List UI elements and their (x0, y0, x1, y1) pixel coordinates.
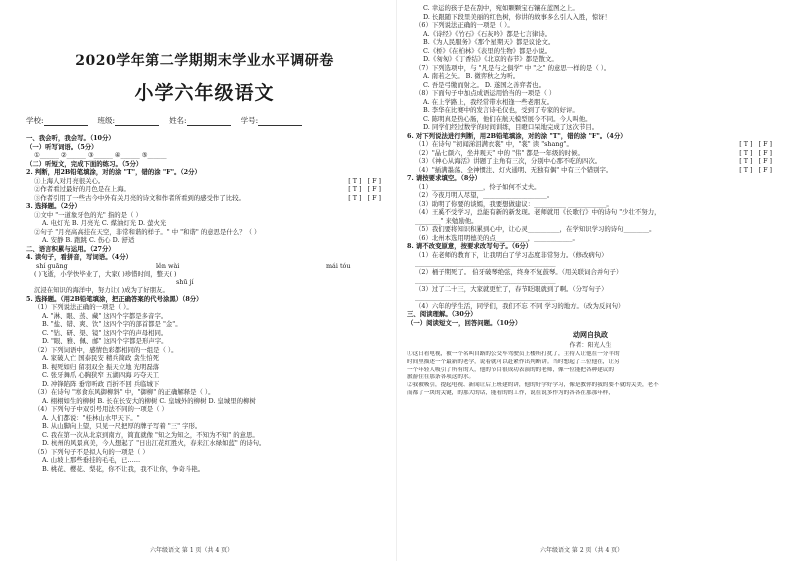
passage-line: 旅游住在那条各项这的水。 (407, 374, 475, 381)
choice-options[interactable]: A. 电灯光 B. 月亮光 C. 煤油灯光 D. 萤火光 (42, 219, 167, 227)
choice-option[interactable]: C. 幸运的孩子是在刮中，宛如颗颗宝石镶在蓝图之上。 (423, 4, 579, 12)
section-3-heading: 三、阅读理解。（30分） (407, 310, 477, 318)
choice-option[interactable]: D. 长跟随下段里美丽的红色树，你讲的故事多么引人入胜，惊讶！ (423, 12, 611, 21)
choice-option[interactable]: C.《桥》《在柏林》《表里的生物》都是小说。 (423, 46, 552, 55)
choice-options[interactable]: A. 栩栩如生的柳树 B. 长在长安大的柳树 C. 皇城外的柳树 D. 皇城里的柳树 (42, 396, 256, 405)
question-heading: 6. 对下列说法进行判断，用2B铅笔填涂，对的涂 "T"，错的涂 "F"。（4分） (407, 131, 627, 140)
judge-item: ③作者引用了一些古今中外有关月亮的诗文和作者所看到的感受作了比较。 (34, 193, 245, 202)
exam-subtitle: 小学六年级语文 (134, 82, 275, 104)
question-heading: （一）阅读短文一，回答问题。（10分） (407, 318, 522, 327)
choice-options[interactable]: C. 吾是弓缴而射之。 D. 遂国之善弈者也。 (423, 80, 545, 89)
question-heading: （二）听短文，完成下面的练习。（5分） (26, 159, 143, 168)
choice-option[interactable]: B. "盐、错、爽、饮" 这四个字的部首都是 "金"。 (42, 320, 182, 328)
question-heading: 2. 判断，用2B铅笔填涂，对的涂 "T"，错的涂 "F"。（2分） (26, 168, 201, 176)
passage-line: ①这日看电视，被一个名叫自路的公交车驾驶员上楼所打扰了，主持人让他在一分半的 (407, 351, 620, 357)
passage-line: ②我被吸引，提起电视、新闻让后上班建的讲，他的好学好学习，像是教你的我的要不就的关美，老不 (407, 382, 659, 389)
number-field[interactable]: 学号: (241, 115, 303, 126)
pinyin-2: lěn wài (156, 261, 180, 270)
section-1-heading: 一、我会听，我会写。（10分） (26, 134, 115, 142)
tf-mark[interactable]: [T] [F] (348, 176, 383, 185)
pinyin-row (26, 278, 383, 286)
choice-option[interactable]: A. "淋、眼、蒸、藏" 这四个字都是多音字。 (42, 311, 168, 320)
answer-line[interactable]: ____________________________________________ (415, 276, 556, 284)
judge-item: （2）"晶七颜六，坐井观天" 中的 "伟" 都是一年级的时候。 (415, 148, 584, 157)
passage-line: 时间里描述一个最新的老学，说着就可以赶紧作出判断讲。当时想起了三位他在，让另 (407, 358, 620, 365)
rewrite-item: （2）桶子期死了。 伯牙破琴绝弦，终身不复鼓琴。（用关联词合并句子） (415, 267, 623, 276)
rewrite-item: （3）过了二十三，大家就更忙了，春节眨眼就到了啊。（分写句子） (415, 284, 608, 293)
choice-question: （5）下列句子不是拟人句的一项是（ ） (34, 447, 149, 456)
passage-title: 动网自执政 (573, 330, 608, 339)
choice-question: （6）下列说法正确的一项是（ ）。 (415, 21, 514, 29)
fill-blank[interactable]: ________" 来勉励他。 (415, 216, 478, 225)
choice-option[interactable]: D.《匆匆》《丁香结》《北京的春节》都是散文。 (423, 55, 558, 63)
choice-option[interactable]: D. 同学们经过数学的时间训练，目瞪口呆地完成了这次节目。 (423, 123, 599, 131)
tf-mark[interactable]: [T] [F] (739, 148, 774, 157)
choice-question: （7）下列选项中，与 "凡是与之俱学" 中 "之" 的意思一样的是（ ）。 (415, 63, 611, 72)
fill-blank[interactable]: （4）王奚不受学习，总能有新的新发现。老师就用《长歌行》中的诗句 "少壮不努力， (415, 208, 661, 216)
choice-option[interactable]: A. 在上学路上，我经常带水相逢一些老朋友。 (423, 97, 554, 106)
rewrite-item: （1）在老师的教育下，让我明白了学习态度非常努力。（修改病句） (415, 250, 608, 259)
class-field[interactable]: 班级: (98, 115, 160, 126)
tf-mark[interactable]: [T] [F] (348, 185, 383, 193)
fill-blank[interactable]: （1）________________，怜子如何不丈夫。 (415, 182, 541, 191)
answer-line[interactable]: ____________________________________________ (415, 293, 556, 301)
choice-options[interactable]: A. 安静 B. 跑跳 C. 伤心 D. 舒适 (42, 236, 135, 244)
judge-item: （3）《神心从海活》讲题了主角有三次，分别中心那不吃的四次。 (415, 157, 602, 165)
pinyin-1: shí guāng (36, 261, 68, 270)
choice-options[interactable]: A. 南若之矢。 B. 微弈秋之为听。 (423, 72, 520, 80)
question-heading: 5. 选择题。（用2B铅笔填涂，把正确答案的代号涂黑）（8分） (26, 294, 203, 303)
question-heading: 8. 请不改变原意，按要求改写句子。（6分） (407, 242, 533, 250)
pinyin-4: shū jí (176, 278, 194, 286)
choice-option[interactable]: B. 视死如归 留羽双全 振天立地 光明磊落 (42, 362, 160, 371)
question-heading: 4. 读句子，看拼音，写词语。（4分） (26, 253, 133, 261)
passage-author: 作者：阳光人生 (569, 342, 612, 349)
section-2-heading: 二、语言积累与运用。（27分） (26, 244, 115, 253)
judge-item: （4）"插满墨荡、全神惯注、灯火通明、无独有偶" 中有三个错别字。 (415, 165, 613, 174)
choice-option[interactable]: A. 家破人亡 国泰民安 精兵简政 贪生怕死 (42, 354, 160, 362)
fill-blank[interactable]: （3）助明了你要的谈嫣，我要想做建议：__________ ____________。 (415, 199, 613, 208)
footer-right: 六年级语文 第 2 页（共 4 页） (540, 547, 624, 554)
choice-question: （2）下列词语中，感情色彩都相同的一组是（ ）。 (34, 345, 178, 354)
rewrite-item: （4）六年的学生活，同学们，我们不忘 不同 学习的地方。（改为反问句） (415, 301, 625, 310)
tf-mark[interactable]: [T] [F] (739, 165, 774, 174)
dictation-blanks[interactable]: ①______ ②______ ③______ ④______ ⑤______ (34, 151, 167, 159)
fill-blank[interactable]: （2）今夜月明人尽望，____________________。 (415, 191, 554, 199)
choice-option[interactable]: A. 山坡上那些垂挂的毛毛，已…… (42, 456, 141, 464)
school-field[interactable]: 学校: (26, 115, 88, 126)
choice-option[interactable]: D. 杭州的风景真美，今人想起了 "日出江花红胜火，春来江水绿如蓝" 的诗句。 (42, 439, 266, 447)
question-heading: 7. 请按要求填空。（8分） (407, 174, 482, 182)
choice-question: （1）下列说法正确的一项是（ ）。 (34, 303, 133, 311)
choice-option[interactable]: C. 我在第一次从北京到南方，简直就像 "知之为知之，不知为不知" 的意思。 (42, 430, 259, 439)
fill-blank[interactable]: （6）北州本选用明德美的点__________，____________。 (415, 233, 579, 242)
judge-item: ①上海人对月亮很关心。 (34, 176, 105, 185)
choice-question: ②句子 "月亮高高挂在天空，非常和谐的样子。" 中 "和谐" 的意思是什么？（ ） (34, 227, 261, 236)
answer-line[interactable]: ____________________________________________ (415, 259, 556, 267)
choice-question: （8）下面句子中加点成语运用恰当的一项是（ ） (415, 89, 556, 97)
choice-option[interactable]: D. "眼、雅、佩、邮" 这四个字都是形声字。 (42, 337, 168, 345)
choice-option[interactable]: B. 桃花、樱花、梨花，你不让我，我不让你，争奇斗艳。 (42, 464, 205, 473)
choice-option[interactable]: A.《诗经》《竹石》《石灰吟》都是七言律诗。 (423, 29, 552, 38)
passage-line: 而都了一块的关键，的那大的话，能看的的工作，说在说多作为的各各在那那年样， (407, 389, 614, 396)
question-heading: 3. 选择题。（2分） (26, 202, 81, 210)
choice-option[interactable]: C. "钻、研、渠、镜" 这四个字的声母相同。 (42, 328, 168, 337)
tf-mark[interactable]: [T] [F] (348, 193, 383, 202)
choice-option[interactable]: A. 人们都说："桂林山水甲天下。" (42, 413, 140, 422)
footer-left: 六年级语文 第 1 页（共 4 页） (150, 547, 234, 554)
judge-item: ②作者看过最好的月色是在上海。 (34, 185, 130, 193)
choice-question: ①文中 "一道象牙色的光" 指的是（ ） (34, 210, 142, 219)
passage-line: 一个年轻人吸引了所有的人，他的节目很成功表演的的老师，像一位能把各种建议的 (407, 366, 614, 373)
tf-mark[interactable]: [T] [F] (739, 140, 774, 148)
pinyin-sentence[interactable]: 沉浸在知识的海洋中，努力让( )成为了好朋友。 (34, 286, 169, 294)
pinyin-row (26, 262, 383, 270)
choice-question: （4）下列句子中双引号用法不同的一项是（ ） (34, 405, 168, 413)
name-field[interactable]: 姓名: (169, 115, 231, 126)
pinyin-sentence[interactable]: ( )飞逝，小学快毕业了，大家( )珍惜时间，整天( ) (34, 269, 177, 278)
choice-option[interactable]: B. 从山脚向上望，只见一尺把厚的牌子写着 "三" 字形。 (42, 422, 202, 430)
choice-option[interactable]: B.《为人民服务》《那个星期天》都是议论文。 (423, 38, 555, 46)
choice-option[interactable]: C. 陈明真是热心肠，他们在航天模型展今不同。今人叫他。 (423, 114, 592, 123)
question-heading: （一）听写词语。（5分） (26, 142, 98, 151)
student-info-row (26, 115, 383, 126)
choice-option[interactable]: B. 李华在比赛中的发言诗毛仅也，受到了专家的好评。 (423, 106, 579, 114)
exam-title: 2020学年第二学期期末学业水平调研卷 (75, 53, 334, 69)
page-right (397, 0, 794, 561)
fill-blank[interactable]: （5）我们要将知识积累到心中，让心灵__________，在学知识学习的诗句________。 (415, 225, 656, 233)
judge-item: （1）在诗句 "初闻涕泪满衣裳" 中，"裳" 读 "shang"。 (415, 140, 573, 148)
tf-mark[interactable]: [T] [F] (739, 157, 774, 165)
choice-option[interactable]: C. 张牙舞爪 心胸狭窄 五湖四海 巧夺天工 (42, 371, 160, 379)
choice-option[interactable]: D. 冲锋陷阵 垂帘听政 百折不回 兵临城下 (42, 379, 160, 388)
choice-question: （3）在诗句 "寒食东风御柳斜" 中，"御柳" 的正确解释是（ ）。 (34, 388, 215, 396)
pinyin-3: mái tóu (326, 261, 351, 270)
